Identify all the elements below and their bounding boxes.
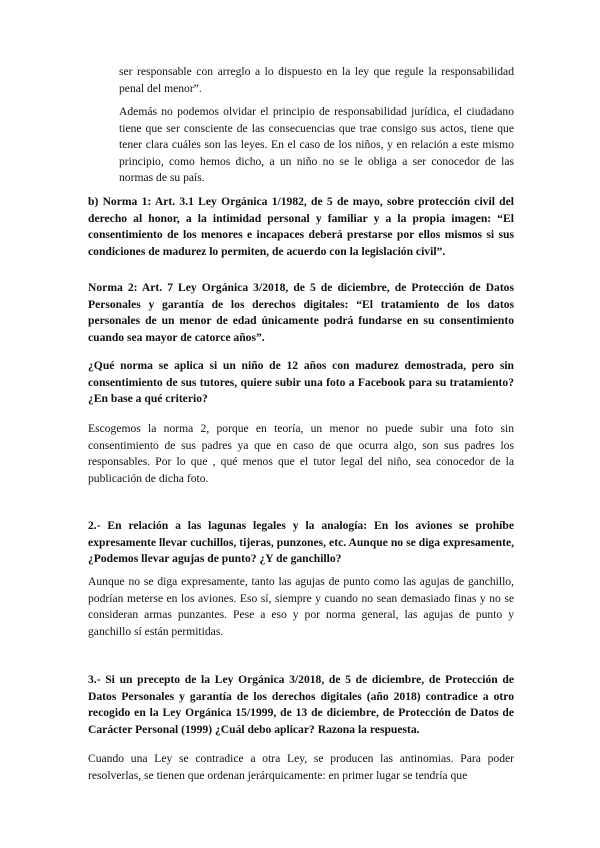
answer-1: Escogemos la norma 2, porque en teoría, un menor no puede subir una foto sin consentimiento de sus padres ya que en caso de que ocurra algo, son sus padres los responsables. Por lo que , qué menos que el tutor legal del niño, sea conocedor de la publicación de dicha foto. [88,422,514,485]
paragraph-principle: Además no podemos olvidar el principio de responsabilidad jurídica, el ciudadano tiene que ser consciente de las consecuencias que trae consigo sus actos, tiene que tener clara cuáles son las leyes. En el caso de los niños, y en relación a este mismo principio, como hemos dicho, a un niño no se le obliga a ser conocedor de las normas de su país. [119,105,514,185]
question-3: 3.- Si un precepto de la Ley Orgánica 3/2018, de 5 de diciembre, de Protección de Datos Personales y garantía de los derechos digitales (año 2018) contradice a otro recogido en la Ley Orgánica 15/1999, de 13 de diciembre, de Protección de Datos de Carácter Personal (1999) ¿Cuál debo aplicar? Razona la respuesta. [88,673,514,736]
answer-3: Cuando una Ley se contradice a otra Ley, se producen las antinomias. Para poder resolverlas, se tienen que ordenan jerárquicamente: en primer lugar se tendría que [88,752,514,782]
question-1: ¿Qué norma se aplica si un niño de 12 años con madurez demostrada, pero sin consentimiento de sus tutores, quiere subir una foto a Facebook para su tratamiento? ¿En base a qué criterio? [88,359,514,406]
norma-2: Norma 2: Art. 7 Ley Orgánica 3/2018, de 5 de diciembre, de Protección de Datos Personales y garantía de los derechos digitales: “El tratamiento de los datos personales de un menor de edad únicamente podrá fundarse en su consentimiento cuando sea mayor de catorce años”. [88,281,514,344]
question-2: 2.- En relación a las lagunas legales y la analogía: En los aviones se prohíbe expresamente llevar cuchillos, tijeras, punzones, etc. Aunque no se diga expresamente, ¿Podemos llevar agujas de punto? ¿Y de ganchillo? [88,519,514,566]
norma-1: b) Norma 1: Art. 3.1 Ley Orgánica 1/1982, de 5 de mayo, sobre protección civil del derecho al honor, a la intimidad personal y familiar y a la propia imagen: “El consentimiento de los menores e incapaces deberá prestarse por ellos mismos si sus condiciones de madurez lo permiten, de acuerdo con la legislación civil”. [88,195,514,258]
answer-2: Aunque no se diga expresamente, tanto las agujas de punto como las agujas de ganchillo, podrían meterse en los aviones. Eso sí, siempre y cuando no sean demasiado finas y no se consideran armas punzantes. Pese a eso y por norma general, las agujas de punto y ganchillo sí están permitidas. [88,575,514,638]
paragraph-quote-end: ser responsable con arreglo a lo dispuesto en la ley que regule la responsabilidad penal del menor”. [119,65,514,95]
